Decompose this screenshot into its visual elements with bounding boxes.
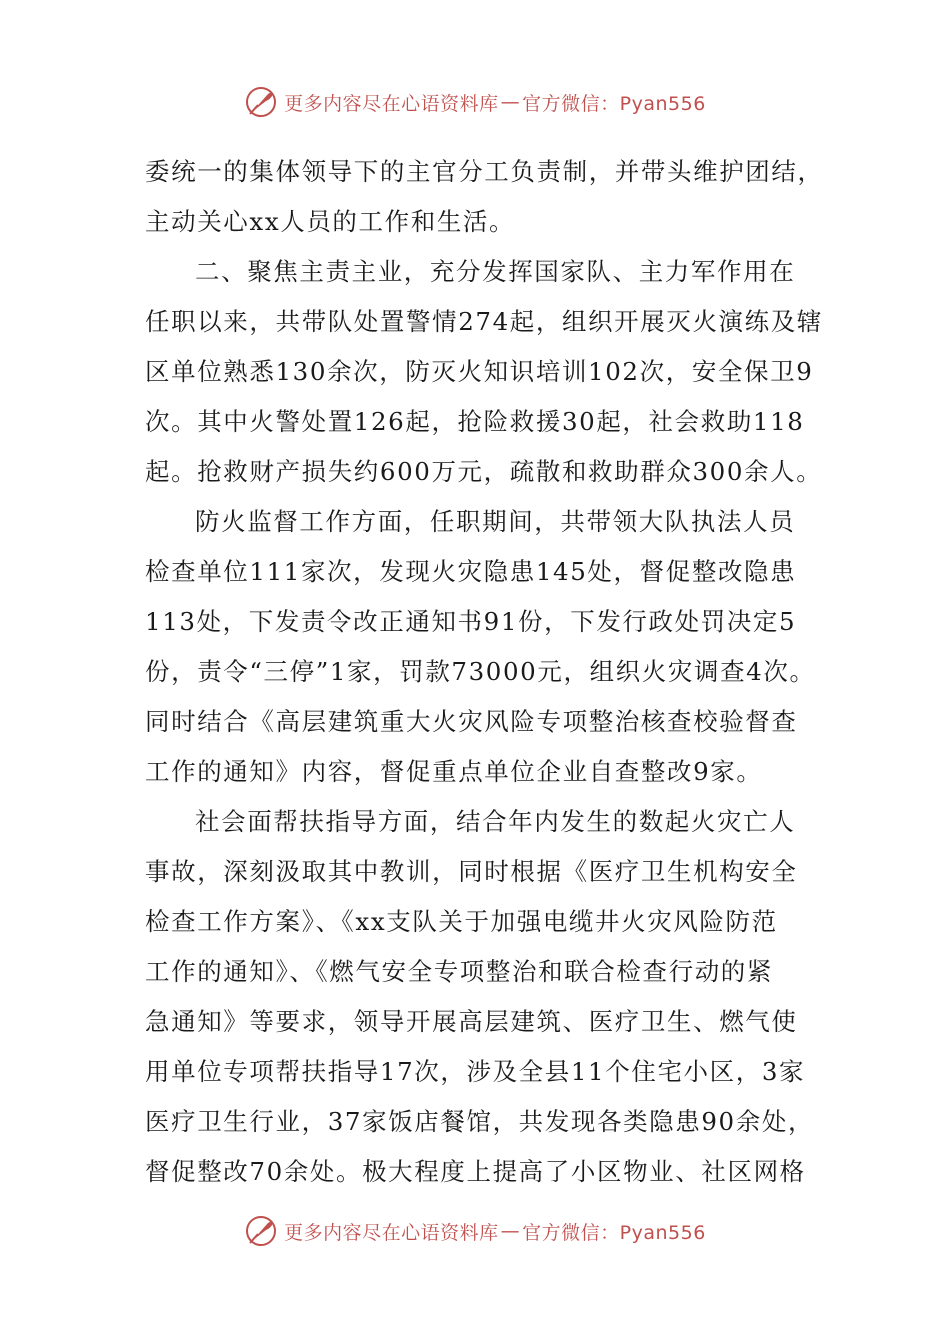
body-line: 工作的通知》、《燃气安全专项整治和联合检查行动的紧 <box>145 957 773 986</box>
document-body <box>145 147 824 1197</box>
feather-pen-icon <box>244 1214 278 1248</box>
body-line: 次。其中火警处置126起，抢险救援30起，社会救助118 <box>145 407 805 436</box>
section-heading: 二、聚焦主责主业，充分发挥国家队、主力军作用在 <box>195 257 796 286</box>
header-banner <box>0 80 950 124</box>
body-line: 急通知》等要求，领导开展高层建筑、医疗卫生、燃气使 <box>145 1007 798 1036</box>
body-line: 防火监督工作方面，任职期间，共带领大队执法人员 <box>195 507 796 536</box>
body-line: 督促整改70余处。极大程度上提高了小区物业、社区网格 <box>145 1157 806 1186</box>
banner-separator: — <box>500 1220 521 1242</box>
body-line: 检查工作方案》、《xx支队关于加强电缆井火灾风险防范 <box>145 907 778 936</box>
banner-text: 更多内容尽在心语资料库 <box>284 1221 499 1244</box>
body-line: 用单位专项帮扶指导17次，涉及全县11个住宅小区，3家 <box>145 1057 806 1086</box>
footer-banner <box>0 1209 950 1253</box>
body-line: 事故，深刻汲取其中教训，同时根据《医疗卫生机构安全 <box>145 857 798 886</box>
body-line: 113处，下发责令改正通知书91份，下发行政处罚决定5 <box>145 607 797 636</box>
body-line: 医疗卫生行业，37家饭店餐馆，共发现各类隐患90余处， <box>145 1107 815 1136</box>
banner-separator: — <box>500 91 521 113</box>
body-line: 起。抢救财产损失约600万元，疏散和救助群众300余人。 <box>145 457 823 486</box>
body-line: 任职以来，共带队处置警情274起，组织开展灭火演练及辖 <box>145 307 823 336</box>
body-line: 委统一的集体领导下的主官分工负责制，并带头维护团结， <box>145 157 824 186</box>
body-line: 工作的通知》内容，督促重点单位企业自查整改9家。 <box>145 757 763 786</box>
banner-contact: 官方微信：Pyan556 <box>522 1221 706 1244</box>
body-line: 社会面帮扶指导方面，结合年内发生的数起火灾亡人 <box>195 807 796 836</box>
banner-text: 更多内容尽在心语资料库 <box>284 92 499 115</box>
body-line: 份，责令“三停”1家，罚款73000元，组织火灾调查4次。 <box>145 657 816 686</box>
body-line: 区单位熟悉130余次，防灭火知识培训102次，安全保卫9 <box>145 357 814 386</box>
feather-pen-icon <box>244 85 278 119</box>
body-line: 主动关心xx人员的工作和生活。 <box>145 207 516 236</box>
body-line: 检查单位111家次，发现火灾隐患145处，督促整改隐患 <box>145 557 797 586</box>
body-line: 同时结合《高层建筑重大火灾风险专项整治核查校验督查 <box>145 707 798 736</box>
banner-contact: 官方微信：Pyan556 <box>522 92 706 115</box>
